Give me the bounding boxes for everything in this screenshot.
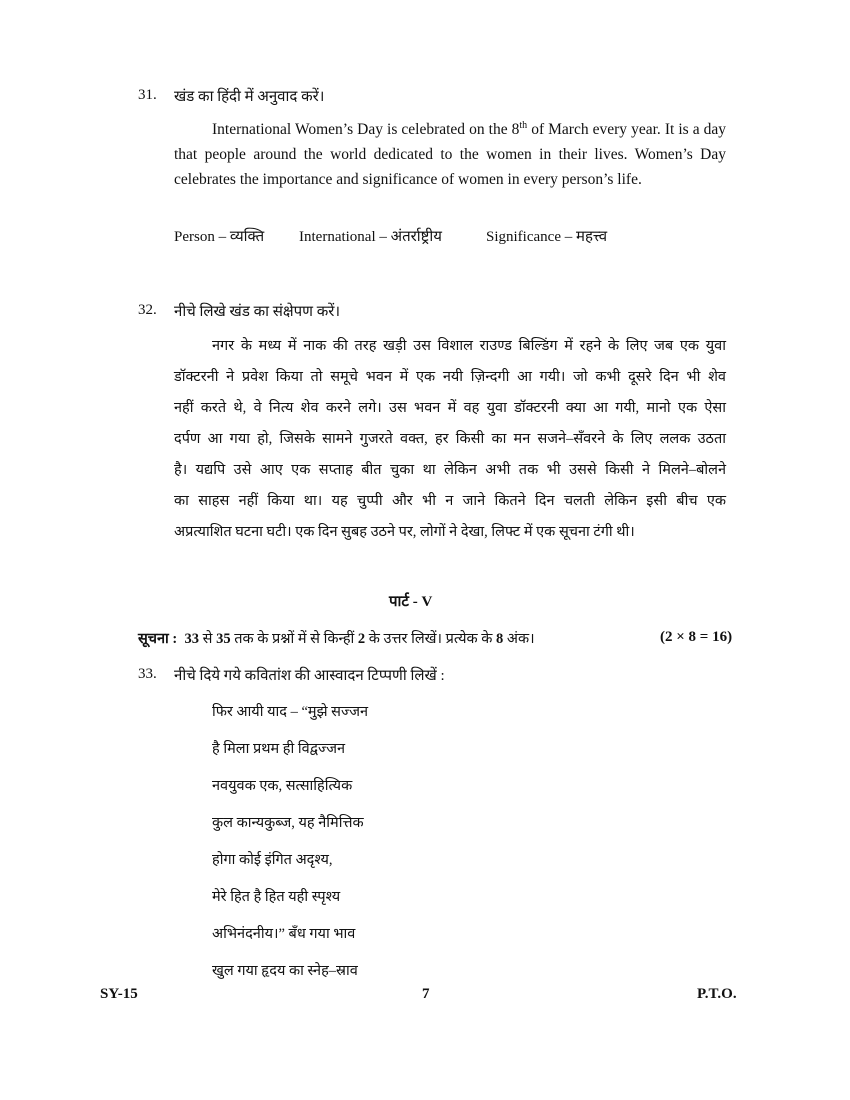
notice-number: 33 [184,631,200,647]
notice-number: 8 [496,631,504,647]
poem-line: नवयुवक एक, सत्साहित्यिक [212,778,353,794]
notice-number: 35 [216,631,231,647]
notice-text: से [202,631,213,647]
marks-allocation: (2 × 8 = 16) [660,629,733,645]
question-number-33: 33. [138,666,157,682]
poem-line: होगा कोई इंगित अदृश्य, [212,852,333,868]
notice-text: तक के प्रश्नों में से किन्हीं [234,631,355,647]
poem-line: मेरे हित है हित यही स्पृश्य [212,889,341,905]
question-31-passage [174,117,726,192]
passage-line: अप्रत्याशित घटना घटी। एक दिन सुबह उठने पर, लोगों ने देखा, लिफ्ट में एक सूचना टंगी थी। [174,524,635,540]
question-33-instruction: नीचे दिये गये कवितांश की आस्वादन टिप्पणी लिखें : [174,668,445,684]
part-notice [138,628,535,648]
notice-text: अंक। [506,631,535,647]
poem-line: कुल कान्यकुब्ज, यह नैमित्तिक [212,815,364,831]
ordinal-suffix: th [519,119,528,131]
passage-text-end: of March every year. It is a day that people around the world dedicated to the women in their lives. Women’s Day celebrates the importance and significance of women in every person’s life. [174,121,727,188]
passage-line: नहीं करते थे, वे नित्य शेव करने लगे। उस भवन में वह युवा डॉक्टरनी क्या आ गयी, मानो एक ऐसा [174,400,726,416]
passage-line: दर्पण आ गया हो, जिसके सामने गुजरते वक्त, हर किसी का मन सजने–सँवरने के लिए ललक उठता [174,431,726,447]
question-number-32: 32. [138,302,157,318]
question-number-31: 31. [138,87,157,103]
paper-code: SY-15 [100,986,138,1002]
passage-line: का साहस नहीं किया था। यह चुप्पी और भी न जाने कितने दिन चलती लेकिन इसी बीच एक [174,493,726,509]
please-turn-over: P.T.O. [697,986,737,1002]
question-32-instruction: नीचे लिखे खंड का संक्षेपण करें। [174,304,341,320]
poem-line: खुल गया हृदय का स्नेह–स्राव [212,963,358,979]
notice-text: के उत्तर लिखें। प्रत्येक के [368,631,493,647]
poem-line: अभिनंदनीय।” बँध गया भाव [212,926,356,942]
part-title: पार्ट - V [389,594,433,610]
passage-line: नगर के मध्य में नाक की तरह खड़ी उस विशाल राउण्ड बिल्डिंग में रहने के लिए जब एक युवा [212,338,726,354]
glossary-person: Person – व्यक्ति [174,229,265,245]
page-number: 7 [422,986,430,1002]
question-31-instruction: खंड का हिंदी में अनुवाद करें। [174,89,325,105]
passage-line: डॉक्टरनी ने प्रवेश किया तो समूचे भवन में एक नयी ज़िन्दगी आ गयी। जो कभी दूसरे दिन भी शेव [174,369,726,385]
notice-number: 2 [357,631,366,647]
poem-line: फिर आयी याद – “मुझे सज्जन [212,704,369,720]
passage-text-start: International Women’s Day is celebrated on the 8 [212,121,520,138]
glossary-international: International – अंतर्राष्ट्रीय [299,229,443,245]
poem-line: है मिला प्रथम ही विद्वज्जन [212,741,346,757]
passage-line: है। यद्यपि उसे आए एक सप्ताह बीत चुका था लेकिन अभी तक भी उससे किसी ने मिलने–बोलने [174,462,726,478]
notice-label: सूचना : [138,631,178,647]
glossary-significance: Significance – महत्त्व [486,229,608,245]
